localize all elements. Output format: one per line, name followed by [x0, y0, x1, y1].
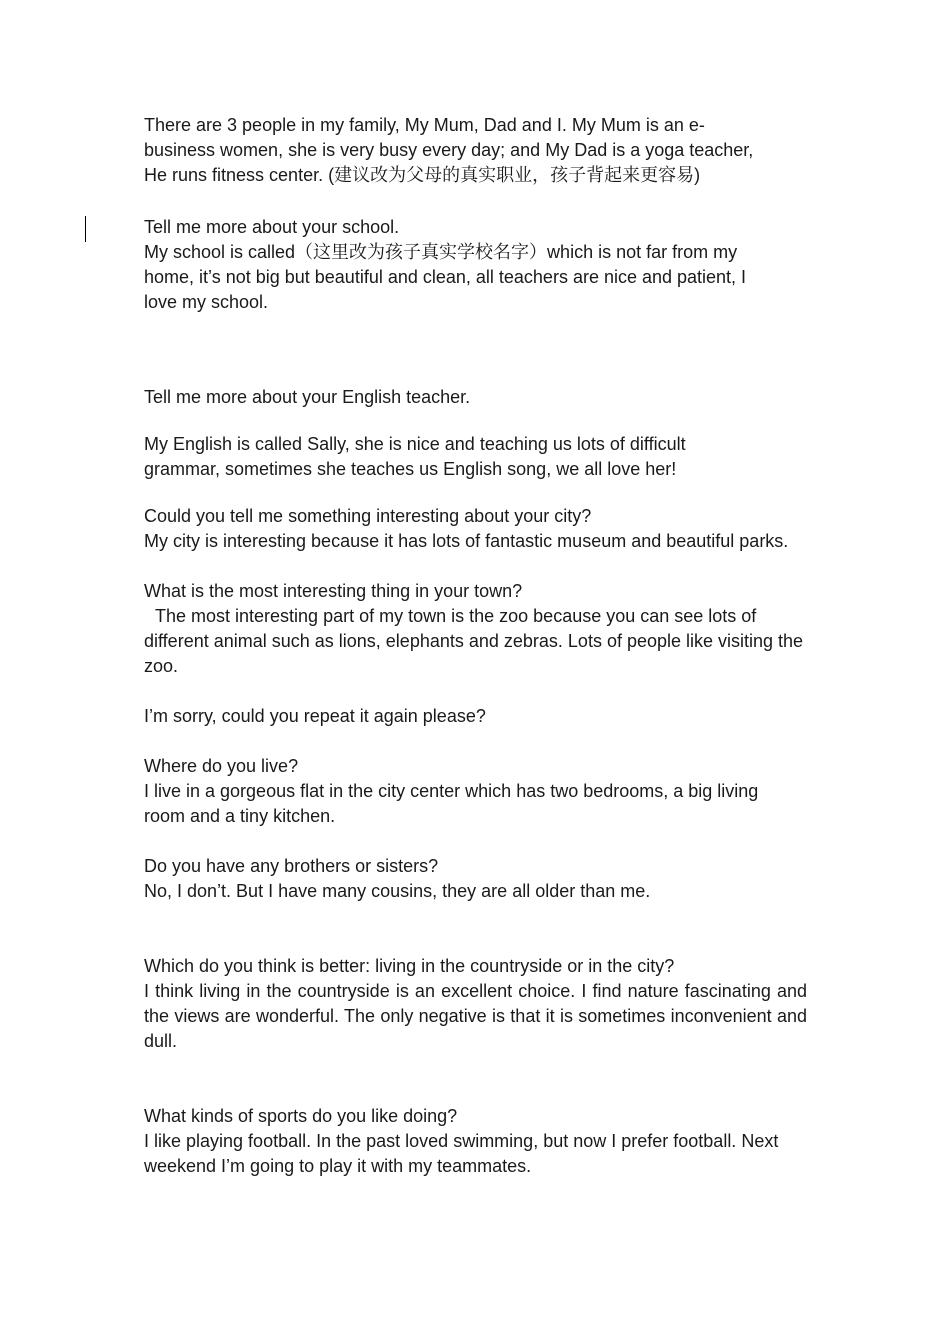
live-answer-line-2: room and a tiny kitchen.: [144, 806, 336, 826]
sports-question: What kinds of sports do you like doing?: [144, 1106, 458, 1126]
city-section: [144, 504, 807, 554]
live-answer-line-1: I live in a gorgeous flat in the city center which has two bedrooms, a big living: [144, 781, 759, 801]
teacher-section: [144, 385, 807, 482]
city-answer: My city is interesting because it has lots of fantastic museum and beautiful parks.: [144, 531, 789, 551]
document-body: [144, 113, 807, 1179]
teacher-answer-line-2: grammar, sometimes she teaches us English song, we all love her!: [144, 459, 677, 479]
family-line-1: There are 3 people in my family, My Mum, Dad and I. My Mum is an e-: [144, 115, 705, 135]
school-answer-line-2: home, it’s not big but beautiful and clean, all teachers are nice and patient, I: [144, 267, 747, 287]
town-answer-wrap: [144, 604, 807, 679]
family-paragraph: [144, 113, 807, 188]
live-question: Where do you live?: [144, 756, 299, 776]
repeat-request: I’m sorry, could you repeat it again please?: [144, 706, 486, 726]
text-cursor: [85, 216, 86, 242]
better-answer: I think living in the countryside is an excellent choice. I find nature fascinating and the views are wonderful. The only negative is that it is sometimes inconvenient and dull.: [144, 981, 807, 1051]
teacher-answer-line-1: My English is called Sally, she is nice and teaching us lots of difficult: [144, 434, 686, 454]
siblings-section: [144, 854, 807, 904]
better-section: [144, 954, 807, 1054]
school-answer-line-1: My school is called（这里改为孩子真实学校名字）which is not far from my: [144, 242, 738, 262]
live-section: [144, 754, 807, 829]
sports-section: [144, 1104, 807, 1179]
family-line-3: He runs fitness center. (建议改为父母的真实职业，孩子背起来更容易): [144, 165, 701, 185]
sports-answer-line-1: I like playing football. In the past loved swimming, but now I prefer football. Next: [144, 1131, 779, 1151]
school-section: [144, 215, 807, 315]
town-section: [144, 579, 807, 679]
siblings-question: Do you have any brothers or sisters?: [144, 856, 439, 876]
town-question: What is the most interesting thing in your town?: [144, 581, 523, 601]
siblings-answer: No, I don’t. But I have many cousins, they are all older than me.: [144, 881, 651, 901]
town-answer: The most interesting part of my town is the zoo because you can see lots of different animal such as lions, elephants and zebras. Lots of people like visiting the zoo.: [144, 606, 804, 676]
sports-answer-line-2: weekend I’m going to play it with my teammates.: [144, 1156, 532, 1176]
family-line-2: business women, she is very busy every day; and My Dad is a yoga teacher,: [144, 140, 754, 160]
teacher-question: Tell me more about your English teacher.: [144, 387, 471, 407]
school-question: Tell me more about your school.: [144, 217, 400, 237]
better-question: Which do you think is better: living in the countryside or in the city?: [144, 956, 675, 976]
city-question: Could you tell me something interesting about your city?: [144, 506, 592, 526]
school-answer-line-3: love my school.: [144, 292, 269, 312]
